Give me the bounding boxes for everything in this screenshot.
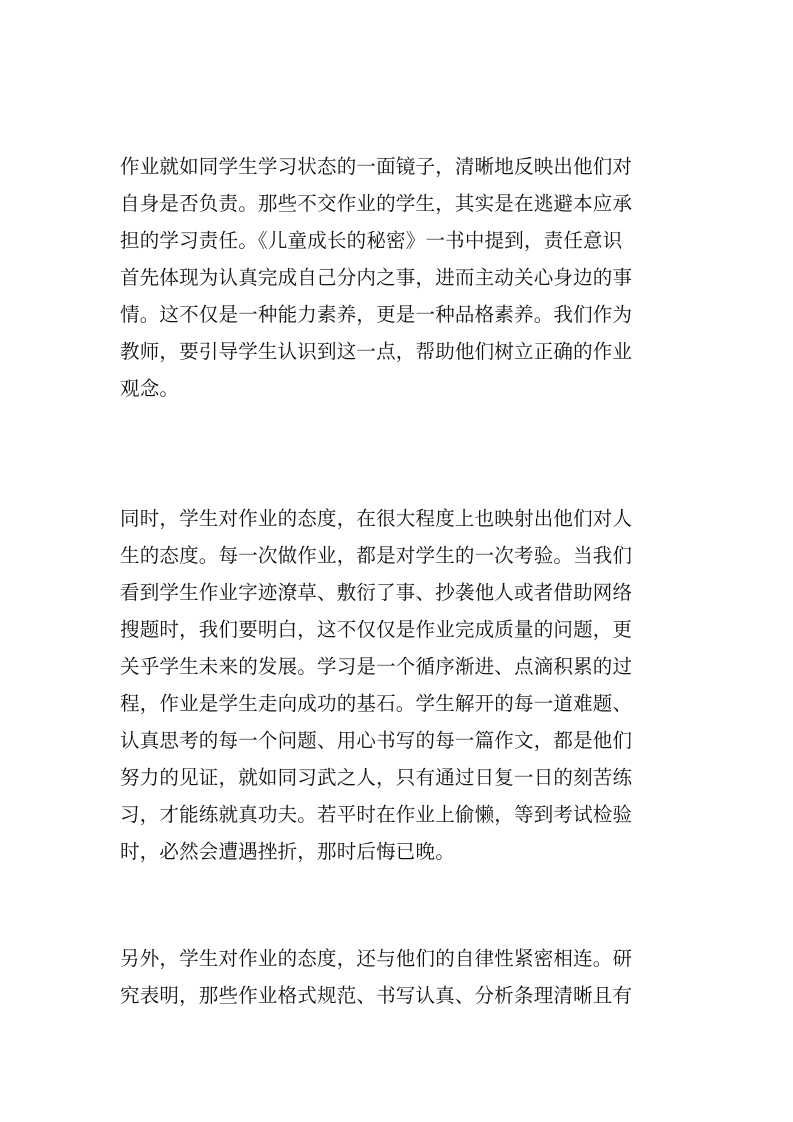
text-line: 作业就如同学生学习状态的一面镜子，清晰地反映出他们对 bbox=[120, 155, 633, 178]
paragraph bbox=[120, 500, 680, 870]
text-line: 时，必然会遭遇挫折，那时后悔已晚。 bbox=[120, 840, 455, 863]
text-line: 认真思考的每一个问题、用心书写的每一篇作文，都是他们 bbox=[120, 729, 633, 752]
text-line: 教师，要引导学生认识到这一点，帮助他们树立正确的作业 bbox=[120, 340, 633, 363]
text-line: 同时，学生对作业的态度，在很大程度上也映射出他们对人 bbox=[120, 507, 633, 530]
text-line: 担的学习责任。《儿童成长的秘密》一书中提到，责任意识 bbox=[120, 229, 623, 252]
text-line: 观念。 bbox=[120, 377, 180, 400]
paragraph bbox=[120, 148, 680, 407]
text-line: 生的态度。每一次做作业，都是对学生的一次考验。当我们 bbox=[120, 544, 633, 567]
text-line: 另外，学生对作业的态度，还与他们的自律性紧密相连。研 bbox=[120, 947, 633, 970]
text-line: 首先体现为认真完成自己分内之事，进而主动关心身边的事 bbox=[120, 266, 633, 289]
text-line: 习，才能练就真功夫。若平时在作业上偷懒，等到考试检验 bbox=[120, 803, 633, 826]
text-line: 情。这不仅是一种能力素养，更是一种品格素养。我们作为 bbox=[120, 303, 633, 326]
paragraph bbox=[120, 940, 680, 1014]
text-line: 关乎学生未来的发展。学习是一个循序渐进、点滴积累的过 bbox=[120, 655, 633, 678]
text-line: 看到学生作业字迹潦草、敷衍了事、抄袭他人或者借助网络 bbox=[120, 581, 633, 604]
text-line: 努力的见证，就如同习武之人，只有通过日复一日的刻苦练 bbox=[120, 766, 633, 789]
text-line: 究表明，那些作业格式规范、书写认真、分析条理清晰且有 bbox=[120, 984, 633, 1007]
text-line: 自身是否负责。那些不交作业的学生，其实是在逃避本应承 bbox=[120, 192, 633, 215]
text-line: 程，作业是学生走向成功的基石。学生解开的每一道难题、 bbox=[120, 692, 633, 715]
text-line: 搜题时，我们要明白，这不仅仅是作业完成质量的问题，更 bbox=[120, 618, 633, 641]
